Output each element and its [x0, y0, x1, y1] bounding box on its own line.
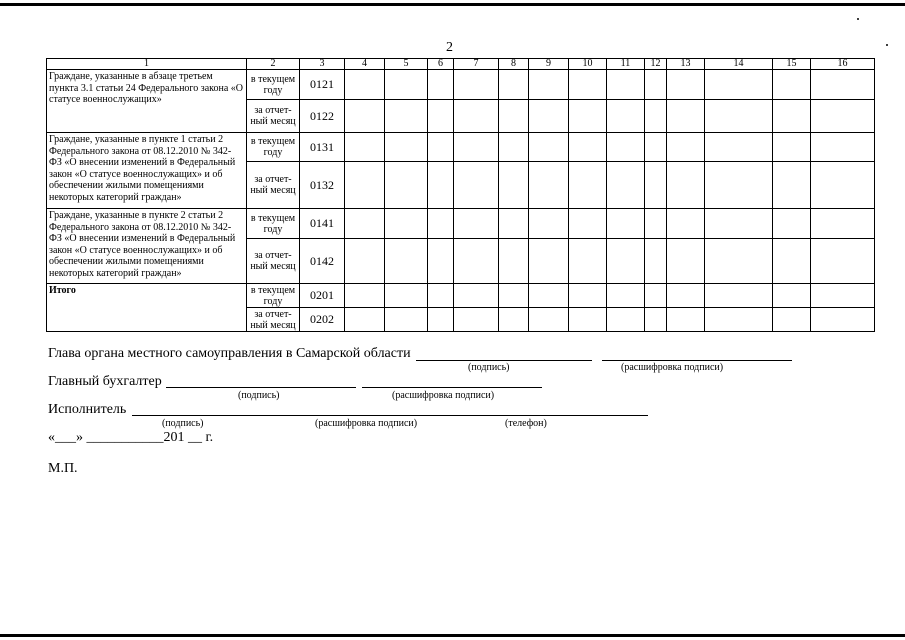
row-code-cell: 0142 [300, 239, 345, 284]
data-cell[interactable] [428, 133, 454, 162]
column-header: 2 [247, 59, 300, 70]
data-cell[interactable] [529, 239, 569, 284]
row-code-cell: 0202 [300, 308, 345, 332]
data-cell[interactable] [811, 133, 875, 162]
executor-caption-decoding: (расшифровка подписи) [315, 418, 418, 429]
data-cell[interactable] [667, 308, 705, 332]
executor-caption-phone: (телефон) [505, 418, 547, 429]
data-cell[interactable] [705, 70, 773, 100]
data-cell[interactable] [773, 308, 811, 332]
data-cell[interactable] [645, 133, 667, 162]
data-cell[interactable] [811, 239, 875, 284]
head-caption-signature: (подпись) [468, 362, 510, 373]
data-cell[interactable] [811, 100, 875, 133]
data-cell[interactable] [773, 70, 811, 100]
data-cell[interactable] [607, 308, 645, 332]
data-cell[interactable] [454, 70, 499, 100]
data-cell[interactable] [428, 100, 454, 133]
data-cell[interactable] [773, 284, 811, 308]
data-cell[interactable] [454, 284, 499, 308]
data-cell[interactable] [645, 308, 667, 332]
row-code-cell: 0201 [300, 284, 345, 308]
data-cell[interactable] [428, 239, 454, 284]
data-cell[interactable] [811, 308, 875, 332]
executor-caption-signature: (подпись) [162, 418, 204, 429]
data-cell[interactable] [811, 162, 875, 209]
scan-speck [857, 18, 859, 20]
data-cell[interactable] [385, 284, 428, 308]
data-cell[interactable] [345, 100, 385, 133]
period-cell: в текущем году [247, 209, 300, 239]
data-cell[interactable] [499, 100, 529, 133]
executor-line [132, 415, 648, 416]
row-code-cell: 0122 [300, 100, 345, 133]
period-cell: за отчет-ный месяц [247, 100, 300, 133]
scan-speck [886, 44, 888, 46]
column-header: 1 [47, 59, 247, 70]
data-cell[interactable] [345, 308, 385, 332]
column-header: 7 [454, 59, 499, 70]
data-cell[interactable] [428, 162, 454, 209]
category-description: Граждане, указанные в пункте 1 статьи 2 Федерального закона от 08.12.2010 № 342-ФЗ «О внесении изменений в Федеральный закон «О статусе военнослужащих» и об обеспечении жилыми помещениями некоторых категорий граждан» [47, 133, 247, 209]
top-border-line [0, 3, 905, 6]
data-cell[interactable] [345, 70, 385, 100]
period-cell: за отчет-ный месяц [247, 162, 300, 209]
data-cell[interactable] [811, 284, 875, 308]
data-cell[interactable] [499, 239, 529, 284]
data-cell[interactable] [811, 70, 875, 100]
data-cell[interactable] [645, 162, 667, 209]
column-header: 8 [499, 59, 529, 70]
bottom-border-line [0, 634, 905, 637]
column-header: 14 [705, 59, 773, 70]
data-cell[interactable] [454, 100, 499, 133]
accountant-decoding-line [362, 387, 542, 388]
table-row [47, 133, 875, 162]
data-cell[interactable] [569, 239, 607, 284]
category-description: Граждане, указанные в пункте 2 статьи 2 Федерального закона от 08.12.2010 № 342-ФЗ «О внесении изменений в Федеральный закон «О статусе военнослужащих» и об обеспечении жилыми помещениями некоторых категорий граждан» [47, 209, 247, 284]
data-cell[interactable] [454, 239, 499, 284]
column-header: 13 [667, 59, 705, 70]
page-number: 2 [446, 40, 453, 55]
head-signature-line [416, 360, 592, 361]
data-cell[interactable] [705, 133, 773, 162]
data-cell[interactable] [529, 284, 569, 308]
data-cell[interactable] [645, 100, 667, 133]
row-code-cell: 0131 [300, 133, 345, 162]
data-cell[interactable] [645, 239, 667, 284]
data-cell[interactable] [529, 308, 569, 332]
data-cell[interactable] [569, 209, 607, 239]
data-cell[interactable] [607, 100, 645, 133]
data-cell[interactable] [667, 209, 705, 239]
data-cell[interactable] [385, 162, 428, 209]
column-header: 6 [428, 59, 454, 70]
period-cell: в текущем году [247, 133, 300, 162]
data-cell[interactable] [667, 100, 705, 133]
data-cell[interactable] [454, 209, 499, 239]
data-cell[interactable] [529, 70, 569, 100]
head-caption-decoding: (расшифровка подписи) [621, 362, 724, 373]
data-cell[interactable] [499, 162, 529, 209]
report-table [46, 58, 875, 332]
column-header: 4 [345, 59, 385, 70]
column-header: 9 [529, 59, 569, 70]
data-cell[interactable] [645, 209, 667, 239]
data-cell[interactable] [645, 70, 667, 100]
head-decoding-line [602, 360, 792, 361]
data-cell[interactable] [773, 209, 811, 239]
data-cell[interactable] [607, 284, 645, 308]
period-cell: за отчет-ный месяц [247, 308, 300, 332]
data-cell[interactable] [667, 70, 705, 100]
accountant-caption-decoding: (расшифровка подписи) [392, 390, 495, 401]
data-cell[interactable] [454, 162, 499, 209]
column-header: 11 [607, 59, 645, 70]
data-cell[interactable] [499, 284, 529, 308]
data-cell[interactable] [667, 239, 705, 284]
row-code-cell: 0132 [300, 162, 345, 209]
row-code-cell: 0141 [300, 209, 345, 239]
data-cell[interactable] [607, 209, 645, 239]
data-cell[interactable] [529, 133, 569, 162]
data-cell[interactable] [499, 133, 529, 162]
data-cell[interactable] [529, 209, 569, 239]
table-row [47, 209, 875, 239]
data-cell[interactable] [667, 133, 705, 162]
accountant-label: Главный бухгалтер [48, 374, 162, 389]
data-cell[interactable] [529, 162, 569, 209]
data-cell[interactable] [645, 284, 667, 308]
data-cell[interactable] [428, 308, 454, 332]
data-cell[interactable] [705, 162, 773, 209]
column-header: 10 [569, 59, 607, 70]
data-cell[interactable] [345, 162, 385, 209]
data-cell[interactable] [705, 100, 773, 133]
data-cell[interactable] [428, 284, 454, 308]
table-row [47, 284, 875, 308]
table-row [47, 70, 875, 100]
data-cell[interactable] [811, 209, 875, 239]
data-cell[interactable] [569, 162, 607, 209]
data-cell[interactable] [667, 284, 705, 308]
data-cell[interactable] [499, 70, 529, 100]
data-cell[interactable] [385, 70, 428, 100]
data-cell[interactable] [705, 308, 773, 332]
data-cell[interactable] [569, 133, 607, 162]
date-line: «___» ___________201 __ г. [48, 430, 214, 445]
data-cell[interactable] [607, 70, 645, 100]
data-cell[interactable] [385, 133, 428, 162]
data-cell[interactable] [607, 239, 645, 284]
data-cell[interactable] [428, 70, 454, 100]
data-cell[interactable] [428, 209, 454, 239]
category-description: Граждане, указанные в абзаце третьем пункта 3.1 статьи 24 Федерального закона «О статусе военнослужащих» [47, 70, 247, 133]
accountant-caption-signature: (подпись) [238, 390, 280, 401]
category-description: Итого [47, 284, 247, 332]
data-cell[interactable] [569, 100, 607, 133]
accountant-signature-line [166, 387, 356, 388]
data-cell[interactable] [499, 308, 529, 332]
data-cell[interactable] [607, 133, 645, 162]
data-cell[interactable] [529, 100, 569, 133]
data-cell[interactable] [705, 209, 773, 239]
data-cell[interactable] [569, 308, 607, 332]
data-cell[interactable] [705, 284, 773, 308]
data-cell[interactable] [345, 209, 385, 239]
executor-label: Исполнитель [48, 402, 127, 417]
data-cell[interactable] [773, 100, 811, 133]
data-cell[interactable] [345, 284, 385, 308]
row-code-cell: 0121 [300, 70, 345, 100]
column-header: 15 [773, 59, 811, 70]
data-cell[interactable] [385, 100, 428, 133]
column-header: 5 [385, 59, 428, 70]
data-cell[interactable] [705, 239, 773, 284]
column-header: 3 [300, 59, 345, 70]
data-cell[interactable] [569, 70, 607, 100]
period-cell: в текущем году [247, 284, 300, 308]
data-cell[interactable] [607, 162, 645, 209]
seal-label: М.П. [48, 461, 78, 476]
data-cell[interactable] [454, 133, 499, 162]
data-cell[interactable] [345, 133, 385, 162]
header-row [47, 59, 875, 70]
column-header: 16 [811, 59, 875, 70]
data-cell[interactable] [454, 308, 499, 332]
period-cell: за отчет-ный месяц [247, 239, 300, 284]
data-cell[interactable] [773, 239, 811, 284]
period-cell: в текущем году [247, 70, 300, 100]
data-cell[interactable] [345, 239, 385, 284]
data-cell[interactable] [773, 162, 811, 209]
data-cell[interactable] [773, 133, 811, 162]
head-label: Глава органа местного самоуправления в Самарской области [48, 346, 411, 361]
data-cell[interactable] [667, 162, 705, 209]
column-header: 12 [645, 59, 667, 70]
data-cell[interactable] [385, 239, 428, 284]
data-cell[interactable] [385, 209, 428, 239]
data-cell[interactable] [385, 308, 428, 332]
data-cell[interactable] [569, 284, 607, 308]
data-cell[interactable] [499, 209, 529, 239]
